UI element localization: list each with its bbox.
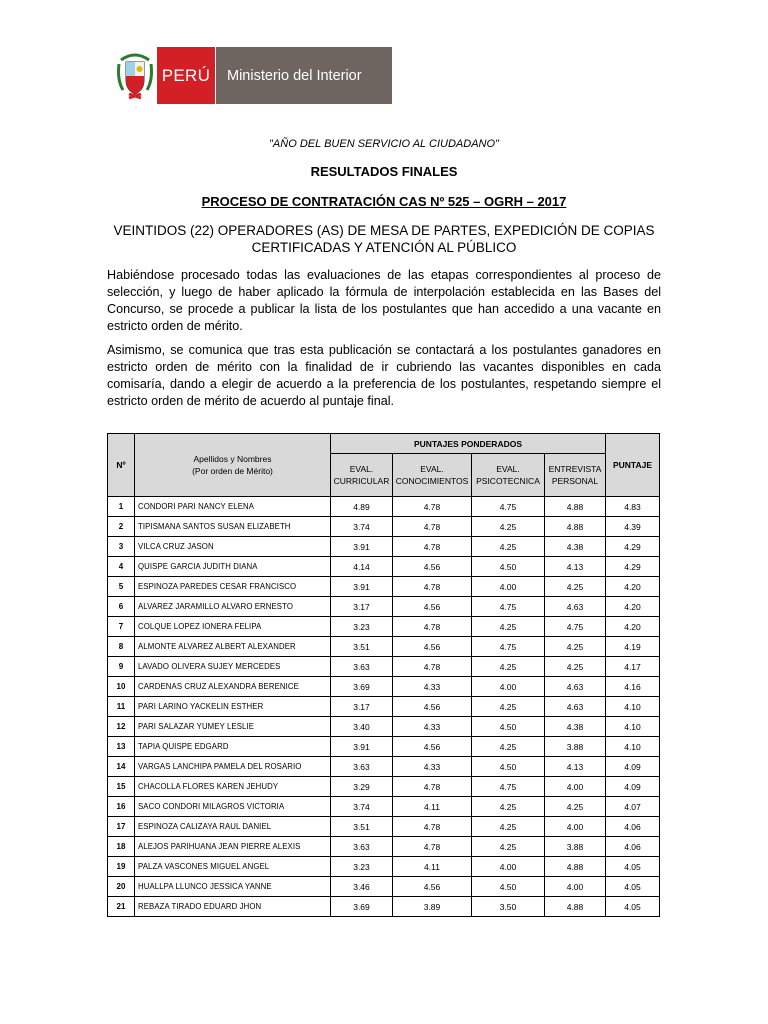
score-conocimientos: 4.56 [393, 557, 472, 577]
header-group: PUNTAJES PONDERADOS [331, 434, 606, 454]
score-psicotecnica: 4.25 [472, 617, 545, 637]
score-curricular: 3.51 [331, 817, 393, 837]
logo-country: PERÚ [157, 47, 215, 104]
table-row [108, 837, 660, 857]
applicant-name: HUALLPA LLUNCO JESSICA YANNE [135, 877, 331, 897]
score-total: 4.05 [606, 877, 660, 897]
score-conocimientos: 4.78 [393, 517, 472, 537]
score-conocimientos: 4.56 [393, 637, 472, 657]
score-total: 4.29 [606, 537, 660, 557]
applicant-name: PARI LARINO YACKELIN ESTHER [135, 697, 331, 717]
score-psicotecnica: 4.00 [472, 857, 545, 877]
score-psicotecnica: 4.50 [472, 757, 545, 777]
score-conocimientos: 4.11 [393, 857, 472, 877]
score-total: 4.39 [606, 517, 660, 537]
score-entrevista: 4.88 [545, 517, 606, 537]
score-psicotecnica: 4.25 [472, 697, 545, 717]
score-curricular: 3.23 [331, 857, 393, 877]
score-conocimientos: 4.56 [393, 877, 472, 897]
score-total: 4.05 [606, 897, 660, 917]
score-curricular: 3.51 [331, 637, 393, 657]
score-entrevista: 4.25 [545, 657, 606, 677]
score-entrevista: 4.13 [545, 757, 606, 777]
table-row [108, 617, 660, 637]
score-curricular: 3.40 [331, 717, 393, 737]
score-entrevista: 4.88 [545, 857, 606, 877]
row-number: 9 [108, 657, 135, 677]
score-entrevista: 4.88 [545, 497, 606, 517]
row-number: 17 [108, 817, 135, 837]
header-name: Apellidos y Nombres (Por orden de Mérito) [135, 434, 331, 497]
table-row [108, 517, 660, 537]
logo-ministry: Ministerio del Interior [215, 47, 392, 104]
score-psicotecnica: 4.25 [472, 537, 545, 557]
table-row [108, 817, 660, 837]
header-puntaje: PUNTAJE [606, 434, 660, 497]
header-eval-conocimientos: EVAL. CONOCIMIENTOS [393, 454, 472, 497]
results-table [107, 433, 660, 917]
table-row [108, 877, 660, 897]
notice-paragraph: Asimismo, se comunica que tras esta publicación se contactará a los postulantes ganadores en estricto orden de mérito con la finalidad de ir cubriendo las vacantes disponibles en cada comisaría, dando a elegir de acuerdo a la preferencia de los postulantes, respetando siempre el estricto orden de mérito de acuerdo al puntaje final. [107, 343, 661, 408]
applicant-name: TAPIA QUISPE EDGARD [135, 737, 331, 757]
score-total: 4.16 [606, 677, 660, 697]
coat-of-arms-icon [112, 47, 157, 104]
score-curricular: 3.63 [331, 837, 393, 857]
score-curricular: 3.91 [331, 737, 393, 757]
score-psicotecnica: 4.50 [472, 877, 545, 897]
score-psicotecnica: 4.75 [472, 497, 545, 517]
row-number: 13 [108, 737, 135, 757]
score-curricular: 3.91 [331, 537, 393, 557]
score-total: 4.20 [606, 617, 660, 637]
score-psicotecnica: 4.00 [472, 577, 545, 597]
score-conocimientos: 4.33 [393, 717, 472, 737]
table-row [108, 697, 660, 717]
score-curricular: 3.63 [331, 657, 393, 677]
row-number: 8 [108, 637, 135, 657]
applicant-name: ALMONTE ALVAREZ ALBERT ALEXANDER [135, 637, 331, 657]
score-entrevista: 4.25 [545, 637, 606, 657]
page-title: RESULTADOS FINALES [310, 164, 458, 179]
score-total: 4.06 [606, 817, 660, 837]
row-number: 18 [108, 837, 135, 857]
table-row [108, 737, 660, 757]
score-psicotecnica: 3.50 [472, 897, 545, 917]
table-row [108, 717, 660, 737]
row-number: 4 [108, 557, 135, 577]
position-title [0, 222, 768, 256]
row-number: 14 [108, 757, 135, 777]
score-curricular: 3.17 [331, 597, 393, 617]
score-entrevista: 4.63 [545, 677, 606, 697]
score-psicotecnica: 4.25 [472, 797, 545, 817]
score-entrevista: 4.25 [545, 797, 606, 817]
header-eval-psicotecnica: EVAL. PSICOTECNICA [472, 454, 545, 497]
score-conocimientos: 4.78 [393, 537, 472, 557]
score-psicotecnica: 4.50 [472, 557, 545, 577]
process-title: PROCESO DE CONTRATACIÓN CAS Nº 525 – OGRH – 2017 [201, 194, 567, 209]
score-total: 4.83 [606, 497, 660, 517]
score-conocimientos: 4.78 [393, 497, 472, 517]
table-row [108, 757, 660, 777]
table-row [108, 677, 660, 697]
score-conocimientos: 3.89 [393, 897, 472, 917]
applicant-name: VILCA CRUZ JASON [135, 537, 331, 557]
score-total: 4.20 [606, 577, 660, 597]
score-curricular: 3.17 [331, 697, 393, 717]
score-total: 4.20 [606, 597, 660, 617]
applicant-name: PARI SALAZAR YUMEY LESLIE [135, 717, 331, 737]
score-psicotecnica: 4.25 [472, 817, 545, 837]
position-title-line1: VEINTIDOS (22) OPERADORES (AS) DE MESA DE PARTES, EXPEDICIÓN DE COPIAS [113, 223, 655, 238]
score-conocimientos: 4.78 [393, 577, 472, 597]
year-motto: "AÑO DEL BUEN SERVICIO AL CIUDADANO" [269, 138, 499, 150]
row-number: 19 [108, 857, 135, 877]
score-psicotecnica: 4.75 [472, 597, 545, 617]
table-row [108, 857, 660, 877]
applicant-name: CONDORI PARI NANCY ELENA [135, 497, 331, 517]
score-conocimientos: 4.78 [393, 817, 472, 837]
score-curricular: 3.74 [331, 797, 393, 817]
score-curricular: 4.14 [331, 557, 393, 577]
score-curricular: 3.91 [331, 577, 393, 597]
score-total: 4.29 [606, 557, 660, 577]
intro-paragraph: Habiéndose procesado todas las evaluaciones de las etapas correspondientes al proceso de selección, y luego de haber aplicado la fórmula de interpolación establecida en las Bases del Concurso, se procede a publicar la lista de los postulantes que han accedido a una vacante en estricto orden de mérito. [107, 268, 661, 333]
table-row [108, 657, 660, 677]
score-conocimientos: 4.33 [393, 677, 472, 697]
score-conocimientos: 4.56 [393, 597, 472, 617]
row-number: 1 [108, 497, 135, 517]
applicant-name: TIPISMANA SANTOS SUSAN ELIZABETH [135, 517, 331, 537]
applicant-name: ALEJOS PARIHUANA JEAN PIERRE ALEXIS [135, 837, 331, 857]
score-psicotecnica: 4.25 [472, 657, 545, 677]
applicant-name: COLQUE LOPEZ IONERA FELIPA [135, 617, 331, 637]
score-conocimientos: 4.56 [393, 737, 472, 757]
score-entrevista: 4.00 [545, 877, 606, 897]
score-total: 4.07 [606, 797, 660, 817]
applicant-name: REBAZA TIRADO EDUARD JHON [135, 897, 331, 917]
header-num: Nº [108, 434, 135, 497]
score-total: 4.17 [606, 657, 660, 677]
header-eval-curricular: EVAL. CURRICULAR [331, 454, 393, 497]
score-total: 4.10 [606, 697, 660, 717]
row-number: 21 [108, 897, 135, 917]
score-conocimientos: 4.33 [393, 757, 472, 777]
row-number: 7 [108, 617, 135, 637]
table-row [108, 797, 660, 817]
applicant-name: ESPINOZA CALIZAYA RAUL DANIEL [135, 817, 331, 837]
table-row [108, 557, 660, 577]
applicant-name: CARDENAS CRUZ ALEXANDRA BERENICE [135, 677, 331, 697]
score-conocimientos: 4.11 [393, 797, 472, 817]
score-entrevista: 4.00 [545, 817, 606, 837]
score-psicotecnica: 4.00 [472, 677, 545, 697]
score-total: 4.10 [606, 717, 660, 737]
score-entrevista: 4.38 [545, 717, 606, 737]
table-row [108, 497, 660, 517]
score-psicotecnica: 4.25 [472, 837, 545, 857]
table-row [108, 637, 660, 657]
table-row [108, 897, 660, 917]
score-curricular: 3.63 [331, 757, 393, 777]
row-number: 15 [108, 777, 135, 797]
score-psicotecnica: 4.75 [472, 637, 545, 657]
score-curricular: 4.89 [331, 497, 393, 517]
score-entrevista: 4.63 [545, 597, 606, 617]
row-number: 3 [108, 537, 135, 557]
applicant-name: SACO CONDORI MILAGROS VICTORIA [135, 797, 331, 817]
applicant-name: CHACOLLA FLORES KAREN JEHUDY [135, 777, 331, 797]
score-psicotecnica: 4.25 [472, 517, 545, 537]
table-row [108, 777, 660, 797]
score-entrevista: 4.00 [545, 777, 606, 797]
applicant-name: ALVAREZ JARAMILLO ALVARO ERNESTO [135, 597, 331, 617]
score-total: 4.09 [606, 757, 660, 777]
row-number: 10 [108, 677, 135, 697]
score-curricular: 3.29 [331, 777, 393, 797]
score-curricular: 3.69 [331, 897, 393, 917]
score-entrevista: 4.38 [545, 537, 606, 557]
score-total: 4.05 [606, 857, 660, 877]
header-entrevista: ENTREVISTA PERSONAL [545, 454, 606, 497]
score-curricular: 3.23 [331, 617, 393, 637]
row-number: 16 [108, 797, 135, 817]
score-entrevista: 4.25 [545, 577, 606, 597]
score-entrevista: 3.88 [545, 837, 606, 857]
score-conocimientos: 4.78 [393, 617, 472, 637]
score-conocimientos: 4.56 [393, 697, 472, 717]
score-conocimientos: 4.78 [393, 777, 472, 797]
applicant-name: VARGAS LANCHIPA PAMELA DEL ROSARIO [135, 757, 331, 777]
applicant-name: ESPINOZA PAREDES CESAR FRANCISCO [135, 577, 331, 597]
score-conocimientos: 4.78 [393, 657, 472, 677]
score-entrevista: 3.88 [545, 737, 606, 757]
score-psicotecnica: 4.75 [472, 777, 545, 797]
score-total: 4.10 [606, 737, 660, 757]
row-number: 11 [108, 697, 135, 717]
score-entrevista: 4.75 [545, 617, 606, 637]
row-number: 12 [108, 717, 135, 737]
score-curricular: 3.74 [331, 517, 393, 537]
applicant-name: LAVADO OLIVERA SUJEY MERCEDES [135, 657, 331, 677]
score-total: 4.19 [606, 637, 660, 657]
table-row [108, 577, 660, 597]
score-entrevista: 4.63 [545, 697, 606, 717]
score-conocimientos: 4.78 [393, 837, 472, 857]
row-number: 5 [108, 577, 135, 597]
applicant-name: QUISPE GARCIA JUDITH DIANA [135, 557, 331, 577]
table-row [108, 537, 660, 557]
score-total: 4.06 [606, 837, 660, 857]
score-curricular: 3.69 [331, 677, 393, 697]
table-row [108, 597, 660, 617]
score-psicotecnica: 4.25 [472, 737, 545, 757]
row-number: 20 [108, 877, 135, 897]
position-title-line2: CERTIFICADAS Y ATENCIÓN AL PÚBLICO [251, 240, 517, 255]
score-psicotecnica: 4.50 [472, 717, 545, 737]
score-entrevista: 4.88 [545, 897, 606, 917]
applicant-name: PALZA VASCONES MIGUEL ANGEL [135, 857, 331, 877]
ministry-logo [112, 47, 392, 104]
score-entrevista: 4.13 [545, 557, 606, 577]
row-number: 6 [108, 597, 135, 617]
score-total: 4.09 [606, 777, 660, 797]
score-curricular: 3.46 [331, 877, 393, 897]
row-number: 2 [108, 517, 135, 537]
